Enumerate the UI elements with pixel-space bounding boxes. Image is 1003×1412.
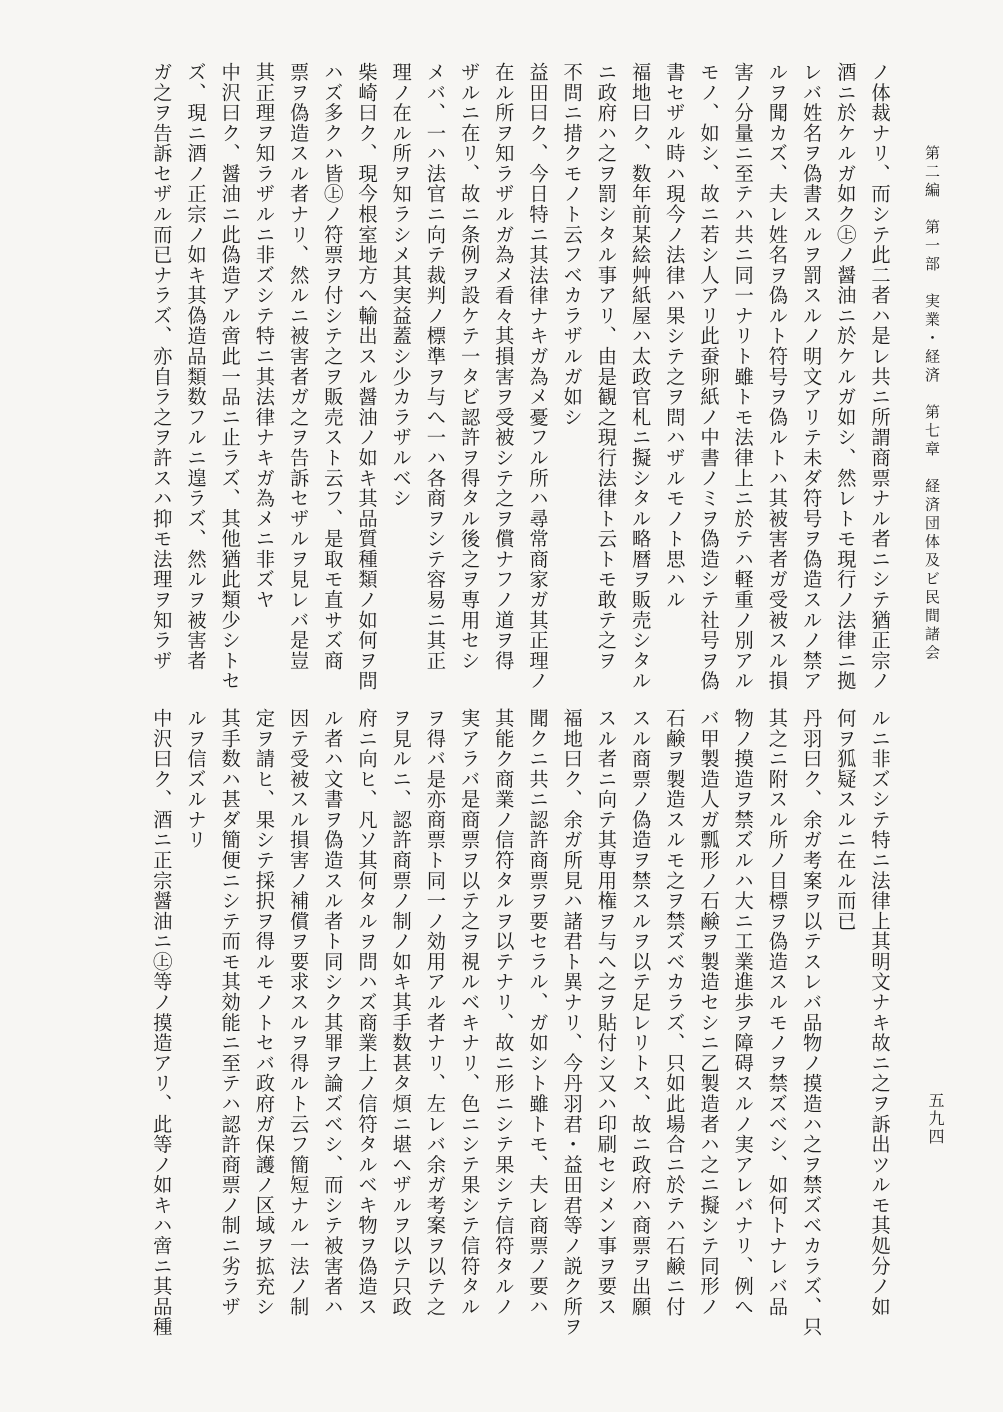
- text-line: 其之ニ附スル所ノ目標ヲ偽造スルモノヲ禁ズベシ、如何トナレバ品: [765, 708, 789, 1317]
- text-line: 福地曰ク、余ガ所見ハ諸君ト異ナリ、今丹羽君・益田君等ノ説ク所ヲ: [560, 708, 584, 1337]
- text-line: 実アラバ是商票ヲ以テ之ヲ視ルベキナリ、色ニシテ果シテ信符タル: [457, 708, 481, 1317]
- text-line: バ甲製造人ガ瓢形ノ石鹸ヲ製造セシニ乙製造者ハ之ニ擬シテ同形ノ: [697, 708, 720, 1317]
- text-line: 害ノ分量ニ至テハ共ニ同一ナリト雖トモ法律上ニ於テハ軽重ノ別アル: [731, 62, 755, 691]
- text-line: ヲ得バ是亦商票ト同一ノ効用アル者ナリ、左レバ余ガ考案ヲ以テ之: [423, 708, 447, 1317]
- text-line: 酒ニ於ケルガ如ク㊤ノ醤油ニ於ケルガ如シ、然レトモ現行ノ法律ニ拠: [833, 62, 857, 691]
- text-line: 物ノ摸造ヲ禁ズルハ大ニ工業進歩ヲ障碍スルノ実アレバナリ、例へ: [731, 708, 755, 1317]
- text-line: 其手数ハ甚ダ簡便ニシテ而モ其効能ニ至テハ認許商票ノ制ニ劣ラザ: [218, 708, 242, 1317]
- text-line: モノ、如シ、故ニ若シ人アリ此蚕卵紙ノ中書ノミヲ偽造シテ社号ヲ偽: [697, 62, 720, 691]
- text-line: 福地曰ク、数年前某絵艸紙屋ハ太政官札ニ擬シタル略暦ヲ販売シタル: [628, 62, 652, 691]
- text-line: 理ノ在ル所ヲ知ラシメ其実益蓋シ少カラザルベシ: [389, 62, 413, 509]
- text-line: 中沢曰ク、酒ニ正宗醤油ニ㊤等ノ摸造アリ、此等ノ如キハ啻ニ其品種: [149, 708, 173, 1337]
- text-line: 定ヲ請ヒ、果シテ採択ヲ得ルモノトセバ政府ガ保護ノ区域ヲ拡充シ: [252, 708, 276, 1317]
- text-line: ルニ非ズシテ特ニ法律上其明文ナキ故ニ之ヲ訴出ツルモ其処分ノ如: [868, 708, 891, 1317]
- text-line: 其正理ヲ知ラザルニ非ズシテ特ニ其法律ナキガ為メニ非ズヤ: [252, 62, 276, 610]
- text-line: 因テ受被スル損害ノ補償ヲ要求スルヲ得ルト云フ簡短ナル一法ノ制: [286, 708, 310, 1317]
- text-line: 票ヲ偽造スル者ナリ、然ルニ被害者ガ之ヲ告訴セザルヲ見レバ是豈: [286, 62, 310, 671]
- text-line: 其能ク商業ノ信符タルヲ以テナリ、故ニ形ニシテ果シテ信符タルノ: [491, 708, 515, 1317]
- text-line: スル者ニ向テ其専用権ヲ与へ之ヲ貼付シ又ハ印刷セシメン事ヲ要ス: [594, 708, 618, 1317]
- text-line: 丹羽曰ク、余ガ考案ヲ以テスレバ品物ノ摸造ハ之ヲ禁ズベカラズ、只: [799, 708, 823, 1337]
- text-line: ハズ多クハ皆㊤ノ符票ヲ付シテ之ヲ販売スト云フ、是取モ直サズ商: [320, 62, 344, 671]
- text-line: ル者ハ文書ヲ偽造スル者ト同シク其罪ヲ論ズベシ、而シテ被害者ハ: [320, 708, 344, 1317]
- text-line: スル商票ノ偽造ヲ禁スルヲ以テ足レリトス、故ニ政府ハ商票ヲ出願: [628, 708, 652, 1317]
- text-line: ヲ見ルニ、認許商票ノ制ノ如キ其手数甚タ煩ニ堪へザルヲ以テ只政: [389, 708, 413, 1317]
- text-line: 府ニ向ヒ、凡ソ其何タルヲ問ハズ商業上ノ信符タルベキ物ヲ偽造ス: [355, 708, 378, 1317]
- text-line: ノ体裁ナリ、而シテ此二者ハ是レ共ニ所謂商票ナル者ニシテ猶正宗ノ: [868, 62, 891, 691]
- page-number: 五九四: [926, 1092, 945, 1146]
- text-line: 何ヲ狐疑スルニ在ル而已: [833, 708, 857, 932]
- text-line: 聞クニ共ニ認許商票ヲ要セラル、ガ如シト雖トモ、夫レ商票ノ要ハ: [526, 708, 549, 1317]
- text-line: ガ之ヲ告訴セザル而已ナラズ、亦自ラ之ヲ許スハ抑モ法理ヲ知ラザ: [149, 62, 173, 671]
- text-line: 柴崎曰ク、現今根室地方へ輸出スル醤油ノ如キ其品質種類ノ如何ヲ問: [355, 62, 378, 691]
- text-line: 不問ニ措クモノト云フベカラザルガ如シ: [560, 62, 584, 428]
- text-line: メバ、一ハ法官ニ向テ裁判ノ標準ヲ与へ一ハ各商ヲシテ容易ニ其正: [423, 62, 447, 671]
- text-line: ザルニ在リ、故ニ条例ヲ設ケテ一タビ認許ヲ得タル後之ヲ専用セシ: [457, 62, 481, 671]
- text-line: 在ル所ヲ知ラザルガ為メ看々其損害ヲ受被シテ之ヲ償ナフノ道ヲ得: [491, 62, 515, 671]
- text-line: ルヲ聞カズ、夫レ姓名ヲ偽ルト符号ヲ偽ルトハ其被害者ガ受被スル損: [765, 62, 789, 691]
- text-line: 益田曰ク、今日特ニ其法律ナキガ為メ憂フル所ハ尋常商家ガ其正理ノ: [526, 62, 549, 691]
- text-line: ニ政府ハ之ヲ罰シタル事アリ、由是観之現行法律ト云トモ敢テ之ヲ: [594, 62, 618, 671]
- running-header: 第二編 第一部 実業・経済 第七章 経済団体及ビ民間諸会: [923, 145, 941, 663]
- text-line: ルヲ信ズルナリ: [184, 708, 207, 851]
- text-line: 石鹸ヲ製造スルモ之ヲ禁ズベカラズ、只如此場合ニ於テハ石鹸ニ付: [662, 708, 686, 1317]
- text-line: 書セザル時ハ現今ノ法律ハ果シテ之ヲ問ハザルモノト思ハル: [662, 62, 686, 610]
- text-line: ズ、現ニ酒ノ正宗ノ如キ其偽造品類数フルニ遑ラズ、然ルヲ被害者: [184, 62, 207, 671]
- text-line: 中沢曰ク、醤油ニ此偽造アル啻此一品ニ止ラズ、其他猶此類少シトセ: [218, 62, 242, 691]
- text-line: レバ姓名ヲ偽書スルヲ罰スルノ明文アリテ未ダ符号ヲ偽造スルノ禁ア: [799, 62, 823, 691]
